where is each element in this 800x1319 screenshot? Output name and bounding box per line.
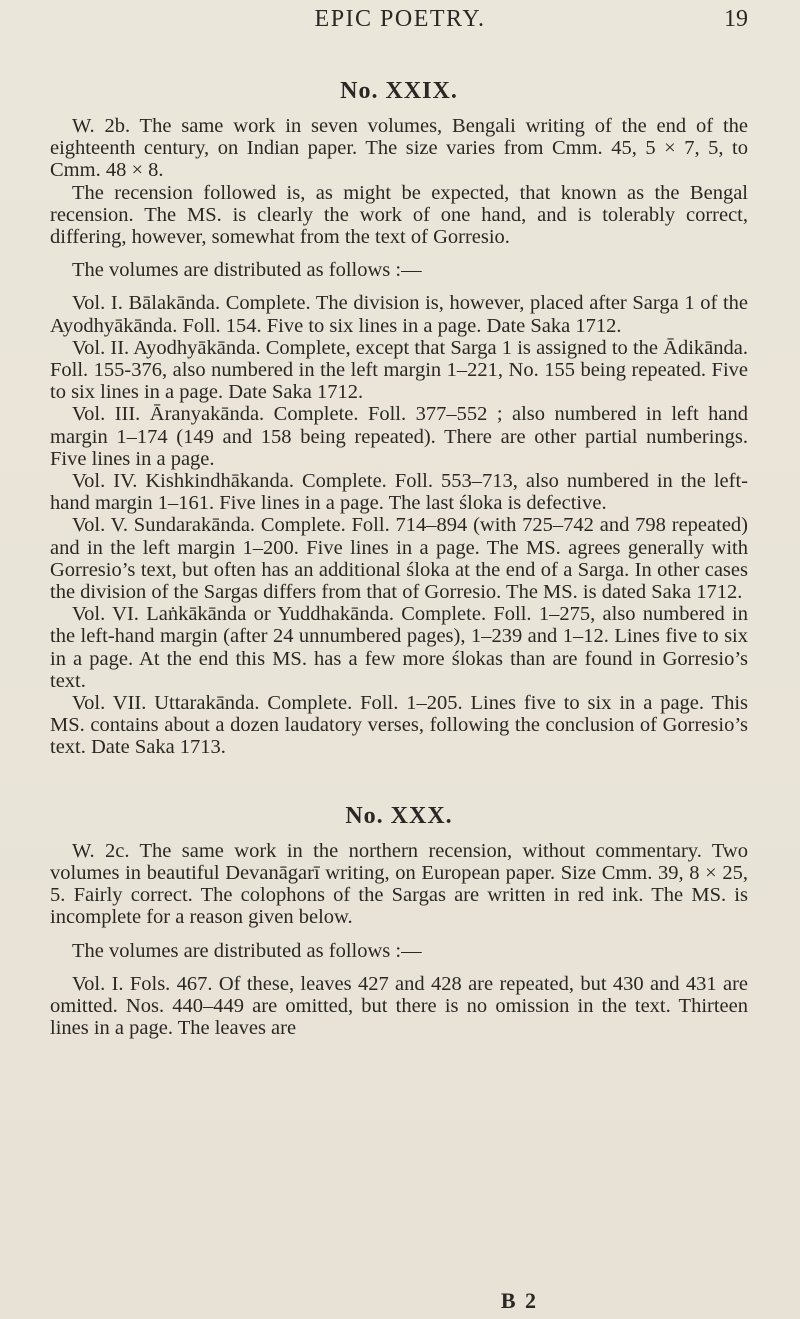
paragraph: The volumes are distributed as follows :— xyxy=(72,939,422,962)
paragraph: W. 2c. The same work in the northern recension, without commentary. Two volumes in beautiful Devanāgarī writing, on European paper. Size Cmm. 39, 8 × 25, 5. Fairly correct. The colophons of the Sargas are written in red ink. The MS. is incomplete for a reason given below. xyxy=(50,839,748,929)
paragraph: Vol. I. Bālakānda. Complete. The division is, however, placed after Sarga 1 of the Ayodhyākānda. Foll. 154. Five to six lines in a page. Date Saka 1712. xyxy=(50,292,748,337)
running-title: EPIC POETRY. xyxy=(314,6,486,32)
page-body xyxy=(50,78,748,1039)
paragraph: The recension followed is, as might be expected, that known as the Bengal recension. The MS. is clearly the work of one hand, and is tolerably correct, differing, however, somewhat from the text of Gorresio. xyxy=(50,181,748,249)
section-heading-xxx: No. XXX. xyxy=(345,802,453,829)
paragraph: Vol. VI. Laṅkākānda or Yuddhakānda. Complete. Foll. 1–275, also numbered in the left-hand margin (after 24 unnumbered pages), 1–239 and 1–12. Lines five to six in a page. At the end this MS. has a few more ślokas than are found in Gorresio’s text. xyxy=(50,603,748,692)
paragraph: Vol. VII. Uttarakānda. Complete. Foll. 1–205. Lines five to six in a page. This MS. contains about a dozen laudatory verses, following the conclusion of Gorresio’s text. Date Saka 1713. xyxy=(50,692,748,759)
running-head xyxy=(0,6,800,40)
signature-mark: B 2 xyxy=(500,1288,538,1313)
paragraph: Vol. I. Fols. 467. Of these, leaves 427 and 428 are repeated, but 430 and 431 are omitted. Nos. 440–449 are omitted, but there is no omission in the text. Thirteen lines in a page. The leaves are xyxy=(50,972,748,1040)
paragraph: Vol. IV. Kishkindhākanda. Complete. Foll. 553–713, also numbered in the left-hand margin 1–161. Five lines in a page. The last śloka is defective. xyxy=(50,470,748,515)
paragraph: W. 2b. The same work in seven volumes, Bengali writing of the end of the eighteenth century, on Indian paper. The size varies from Cmm. 45, 5 × 7, 5, to Cmm. 48 × 8. xyxy=(50,115,748,182)
paragraph: Vol. II. Ayodhyākānda. Complete, except that Sarga 1 is assigned to the Ādikānda. Foll. 155-376, also numbered in the left margin 1–221, No. 155 being repeated. Five to six lines in a page. Date Saka 1712. xyxy=(50,336,748,404)
page-number: 19 xyxy=(724,6,748,32)
paragraph: Vol. III. Āranyakānda. Complete. Foll. 377–552 ; also numbered in left hand margin 1–174 (149 and 158 being repeated). There are other partial numberings. Five lines in a page. xyxy=(50,403,748,470)
section-heading-xxix: No. XXIX. xyxy=(340,78,458,104)
paragraph: Vol. V. Sundarakānda. Complete. Foll. 714–894 (with 725–742 and 798 repeated) and in the left margin 1–200. Five lines in a page. The MS. agrees generally with Gorresio’s text, but often has an additional śloka at the end of a Sarga. In other cases the division of the Sargas differs from that of Gorresio. The MS. is dated Saka 1712. xyxy=(50,514,748,604)
paragraph: The volumes are distributed as follows :— xyxy=(72,259,422,282)
section-xxix xyxy=(50,115,748,759)
section-xxx xyxy=(50,840,748,1040)
